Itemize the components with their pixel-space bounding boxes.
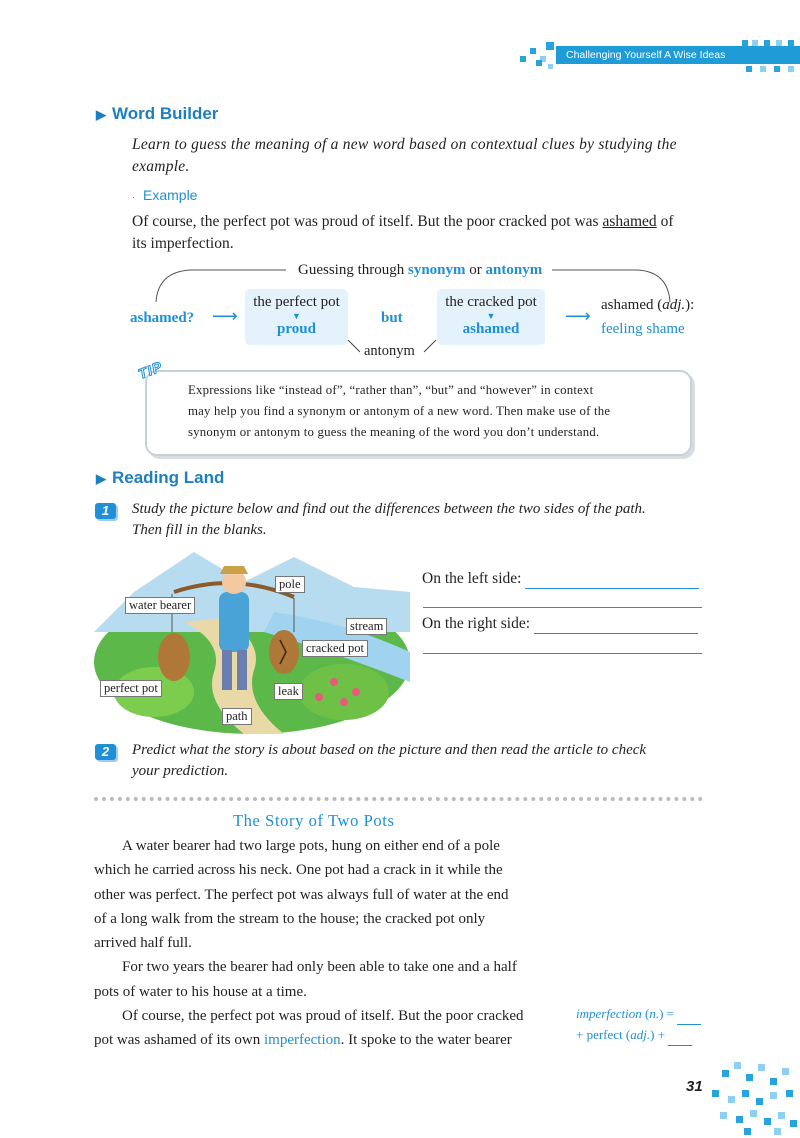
word-formation-note: imperfection (n.) = + perfect (adj.) +	[576, 1004, 701, 1046]
unit-title: Challenging Yourself A Wise Ideas	[566, 49, 726, 61]
label-leak: leak	[274, 683, 303, 700]
intro-line-2: example.	[132, 158, 190, 175]
reading-land-heading	[96, 468, 224, 488]
left-side-label: On the left side:	[422, 570, 522, 587]
right-side-blank-2[interactable]	[423, 653, 702, 654]
diagram-question: ashamed?	[130, 310, 195, 326]
right-side-row	[422, 615, 698, 634]
task-2-instruction: Predict what the story is about based on the picture and then read the article to check your prediction.	[132, 742, 647, 779]
note-blank-1[interactable]	[677, 1004, 701, 1025]
example-keyword: ashamed	[602, 213, 657, 230]
antonym-label: antonym	[364, 343, 415, 359]
dotted-divider	[94, 797, 703, 801]
tip-label: TIP	[135, 357, 165, 383]
left-side-row	[422, 570, 699, 589]
example-label: · Example	[132, 187, 198, 203]
story-body: A water bearer had two large pots, hung on either end of a pole which he carried across his neck. One pot had a crack in it while the other was perfect. The perfect pot was always full of water at the end of a long walk from the stream to the house; the cracked pot only arrived half full. For two years the bearer had only been able to take one and a half pots of water to his house at a time. Of course, the perfect pot was proud of itself. But the poor cracked pot was ashamed of its own imperfection. It spoke to the water bearer	[94, 838, 524, 1049]
diagram-result: ashamed (adj.):	[601, 297, 695, 313]
right-side-label: On the right side:	[422, 615, 531, 632]
right-arrow-icon: ⟶	[212, 306, 238, 326]
label-water-bearer: water bearer	[125, 597, 195, 614]
left-side-blank-1[interactable]	[525, 570, 699, 589]
left-side-blank-2[interactable]	[423, 607, 702, 608]
word-builder-heading	[96, 104, 218, 124]
intro-line-1: Learn to guess the meaning of a new word based on contextual clues by studying the	[132, 136, 677, 153]
label-perfect-pot: perfect pot	[100, 680, 162, 697]
unit-header	[556, 46, 800, 64]
right-side-blank-1[interactable]	[534, 615, 698, 634]
cracked-pot-box: the cracked pot ▼ ashamed	[437, 289, 545, 345]
task-1-instruction: Study the picture below and find out the differences between the two sides of the path. Then fill in the blanks.	[132, 501, 646, 538]
task-2-badge: 2	[95, 744, 116, 760]
story-title: The Story of Two Pots	[233, 811, 395, 830]
perfect-pot-box: the perfect pot ▼ proud	[245, 289, 348, 345]
note-blank-2[interactable]	[668, 1025, 692, 1046]
page-number: 31	[686, 1078, 703, 1095]
down-arrow-icon: ▼	[292, 311, 301, 321]
label-pole: pole	[275, 576, 305, 593]
task-1-badge: 1	[95, 503, 116, 519]
right-arrow-icon: ⟶	[565, 306, 591, 326]
label-stream: stream	[346, 618, 387, 635]
diagram-connector: but	[381, 310, 403, 326]
word-builder-intro	[132, 134, 704, 178]
example-text: Of course, the perfect pot was proud of itself. But the poor cracked pot was ashamed of its imperfection.	[132, 213, 674, 252]
story-keyword-imperfection: imperfection	[263, 1032, 341, 1049]
triangle-bullet-icon: ▶	[96, 471, 106, 486]
reading-land-title: Reading Land	[112, 468, 225, 487]
label-path: path	[222, 708, 252, 725]
triangle-bullet-icon: ▶	[96, 107, 106, 122]
diagram-meaning: feeling shame	[601, 321, 685, 337]
diagram-heading: Guessing through synonym or antonym	[298, 262, 543, 278]
label-cracked-pot: cracked pot	[302, 640, 368, 657]
down-arrow-icon: ▼	[486, 311, 496, 321]
dot-bullet-icon: ·	[132, 192, 135, 202]
word-builder-title: Word Builder	[112, 104, 219, 123]
tip-text: Expressions like “instead of”, “rather than”, “but” and “however” in context may help you find a synonym or antonym of a new word. Then make use of the synonym or antonym to guess the meaning of the word you don’t understand.	[188, 383, 611, 439]
